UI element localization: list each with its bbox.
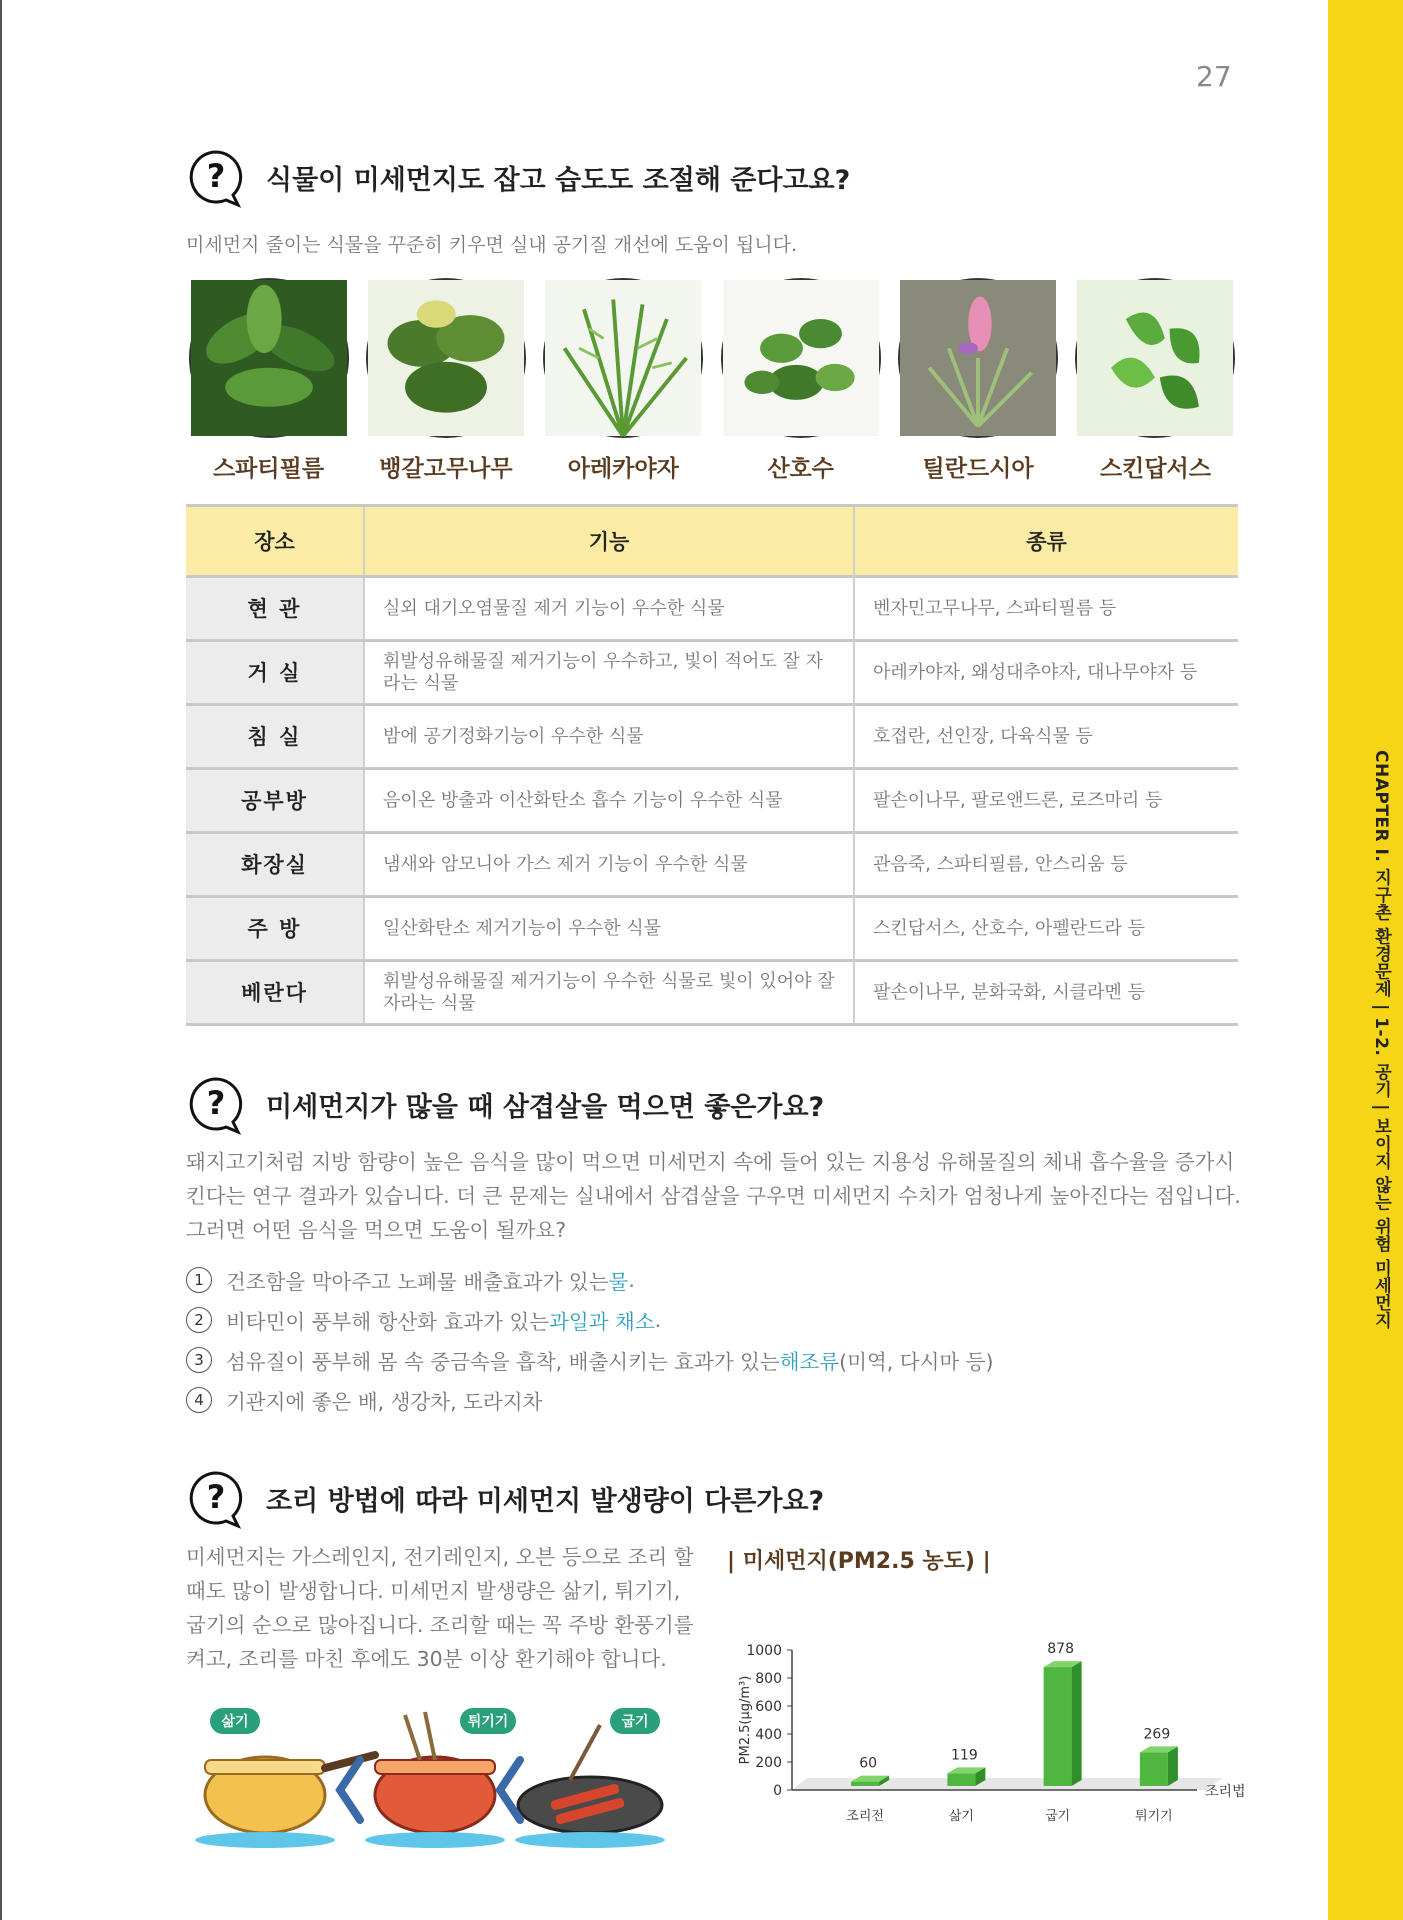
- table-header: 종류: [854, 506, 1238, 577]
- illus-label-fry: 튀기기: [467, 1714, 509, 1730]
- plant-name: 뱅갈고무나무: [379, 456, 513, 482]
- circled-number: 3: [186, 1347, 212, 1373]
- category-label: 튀기기: [1135, 1809, 1173, 1824]
- highlight-text: 물: [608, 1270, 629, 1294]
- plant-item: [1073, 278, 1238, 483]
- y-tick-label: 200: [755, 1755, 782, 1771]
- table-row: [186, 641, 1238, 705]
- x-axis-label: 조리법: [1205, 1784, 1246, 1800]
- table-cell-function: 실외 대기오염물질 제거 기능이 우수한 식물: [364, 577, 854, 641]
- table-row: [186, 961, 1238, 1025]
- table-cell-function: 휘발성유해물질 제거기능이 우수하고, 빛이 적어도 잘 자라는 식물: [364, 641, 854, 705]
- plant-name: 스킨답서스: [1099, 456, 1211, 482]
- list-item-text: 섬유질이 풍부해 몸 속 중금속을 흡착, 배출시키는 효과가 있는: [226, 1350, 780, 1374]
- table-cell-place: 공부방: [186, 769, 364, 833]
- table-cell-kinds: 호접란, 선인장, 다육식물 등: [854, 705, 1238, 769]
- y-tick-label: 600: [755, 1699, 782, 1715]
- category-label: 굽기: [1045, 1809, 1071, 1824]
- list-item-text: 건조함을 막아주고 노폐물 배출효과가 있는: [226, 1270, 609, 1294]
- illus-label-boil: 삶기: [221, 1714, 249, 1730]
- plant-name: 아레카야자: [567, 456, 679, 482]
- section3-title: 조리 방법에 따라 미세먼지 발생량이 다른가요?: [266, 1485, 825, 1517]
- table-cell-function: 음이온 방출과 이산화탄소 흡수 기능이 우수한 식물: [364, 769, 854, 833]
- plant-photo: [898, 278, 1058, 438]
- table-cell-function: 냄새와 암모니아 가스 제거 기능이 우수한 식물: [364, 833, 854, 897]
- bar: [851, 1782, 879, 1786]
- circled-number: 1: [186, 1267, 212, 1293]
- page-number: 27: [1196, 60, 1232, 93]
- bar: [1044, 1667, 1072, 1786]
- list-item-suffix: .: [654, 1308, 662, 1332]
- bar-value-label: 60: [859, 1755, 878, 1772]
- list-item-suffix: (미역, 다시마 등): [839, 1350, 994, 1374]
- left-border-line: [0, 0, 2, 1920]
- section2-heading: [186, 1074, 824, 1134]
- section2-paragraph: 돼지고기처럼 지방 함량이 높은 음식을 많이 먹으면 미세먼지 속에 들어 있는 지용성 유해물질의 체내 흡수율을 증가시킨다는 연구 결과가 있습니다. 더 큰 문제는 실내에서 삼겹살을 구우면 미세먼지 수치가 엄청나게 높아진다는 점입니다. 그러면 어떤 음식을 먹으면 도움이 될까요?: [186, 1150, 1241, 1242]
- plant-item: [718, 278, 883, 483]
- table-row: [186, 769, 1238, 833]
- table-cell-kinds: 스킨답서스, 산호수, 아펠란드라 등: [854, 897, 1238, 961]
- food-list: [186, 1260, 994, 1420]
- chart-svg: [727, 1630, 1246, 1846]
- table-cell-function: 일산화탄소 제거기능이 우수한 식물: [364, 897, 854, 961]
- circled-number: 2: [186, 1307, 212, 1333]
- plant-photo: [721, 278, 881, 438]
- table-cell-kinds: 벤자민고무나무, 스파티필름 등: [854, 577, 1238, 641]
- question-bubble-icon: [186, 1468, 246, 1528]
- highlight-text: 과일과 채소: [549, 1310, 655, 1334]
- table-cell-kinds: 팔손이나무, 분화국화, 시클라멘 등: [854, 961, 1238, 1025]
- table-cell-kinds: 아레카야자, 왜성대추야자, 대나무야자 등: [854, 641, 1238, 705]
- table-row: [186, 833, 1238, 897]
- table-row: [186, 897, 1238, 961]
- plant-photo: [543, 278, 703, 438]
- circled-number: 4: [186, 1387, 212, 1413]
- list-item: [186, 1260, 994, 1300]
- plant-item: [186, 278, 351, 483]
- table-cell-place: 화장실: [186, 833, 364, 897]
- table-row: [186, 705, 1238, 769]
- question-bubble-icon: [186, 147, 246, 207]
- section3-heading: [186, 1468, 824, 1528]
- plant-photo: [1075, 278, 1235, 438]
- svg-text:?: ?: [206, 1478, 226, 1516]
- y-tick-label: 800: [755, 1671, 782, 1687]
- plant-name: 산호수: [767, 456, 834, 482]
- section1-lead: 미세먼지 줄이는 식물을 꾸준히 키우면 실내 공기질 개선에 도움이 됩니다.: [186, 234, 798, 256]
- table-cell-place: 거 실: [186, 641, 364, 705]
- plant-name: 틸란드시아: [922, 456, 1034, 482]
- highlight-text: 해조류: [779, 1350, 840, 1374]
- plant-photo: [366, 278, 526, 438]
- y-axis-label: PM2.5(μg/m³): [738, 1675, 753, 1765]
- bar-value-label: 269: [1143, 1726, 1171, 1743]
- bar-value-label: 878: [1047, 1641, 1074, 1658]
- table-row: [186, 577, 1238, 641]
- section1-title: 식물이 미세먼지도 잡고 습도도 조절해 준다고요?: [266, 164, 851, 196]
- table-cell-place: 베란다: [186, 961, 364, 1025]
- table-header-row: [186, 506, 1238, 577]
- y-tick-label: 1000: [746, 1643, 782, 1659]
- svg-text:?: ?: [206, 157, 226, 195]
- table-cell-place: 주 방: [186, 897, 364, 961]
- chart-heading: | 미세먼지(PM2.5 농도) |: [727, 1549, 991, 1574]
- plant-name: 스파티필름: [212, 456, 325, 482]
- section2-title: 미세먼지가 많을 때 삼겹살을 먹으면 좋은가요?: [266, 1091, 825, 1123]
- table-cell-place: 침 실: [186, 705, 364, 769]
- plant-gallery: [186, 278, 1238, 483]
- table-header: 장소: [186, 506, 364, 577]
- y-tick-label: 400: [755, 1727, 782, 1743]
- list-item-text: 비타민이 풍부해 항산화 효과가 있는: [226, 1310, 550, 1334]
- bar-value-label: 119: [951, 1747, 978, 1764]
- section1-heading: [186, 147, 850, 207]
- svg-text:?: ?: [206, 1084, 226, 1122]
- table-cell-function: 휘발성유해물질 제거기능이 우수한 식물로 빛이 있어야 잘 자라는 식물: [364, 961, 854, 1025]
- category-label: 삶기: [948, 1809, 974, 1824]
- plant-item: [363, 278, 528, 483]
- grill-pan-icon: [515, 1725, 665, 1848]
- plant-photo: [189, 278, 349, 438]
- table-cell-kinds: 팔손이나무, 팔로앤드론, 로즈마리 등: [854, 769, 1238, 833]
- list-item: [186, 1300, 994, 1340]
- plant-location-table: [186, 504, 1238, 1026]
- y-tick-label: 0: [773, 1783, 782, 1799]
- list-item-text: 기관지에 좋은 배, 생강차, 도라지차: [226, 1390, 543, 1414]
- chapter-side-text: CHAPTER I. 지구촌 환경문제 | 1-2. 공기 | 보이지 않는 위험 미세먼지: [1371, 750, 1391, 1330]
- illus-label-grill: 굽기: [621, 1714, 649, 1730]
- list-item-suffix: .: [628, 1268, 635, 1292]
- table-cell-function: 밤에 공기정화기능이 우수한 식물: [364, 705, 854, 769]
- question-bubble-icon: [186, 1074, 246, 1134]
- cooking-illustration: [190, 1700, 680, 1850]
- bar: [1140, 1752, 1168, 1786]
- plant-item: [896, 278, 1061, 483]
- list-item: [186, 1380, 994, 1420]
- bar: [947, 1773, 975, 1786]
- table-cell-kinds: 관음죽, 스파티필름, 안스리움 등: [854, 833, 1238, 897]
- list-item: [186, 1340, 994, 1380]
- table-header: 기능: [364, 506, 854, 577]
- bar-side: [1072, 1661, 1082, 1786]
- category-label: 조리전: [846, 1809, 884, 1824]
- plant-item: [541, 278, 706, 483]
- bar-side: [1168, 1746, 1178, 1786]
- section3-paragraph: 미세먼지는 가스레인지, 전기레인지, 오븐 등으로 조리 할 때도 많이 발생합니다. 미세먼지 발생량은 삶기, 튀기기, 굽기의 순으로 많아집니다. 조리할 때는 꼭 주방 환풍기를 켜고, 조리를 마친 후에도 30분 이상 환기해야 합니다.: [186, 1545, 694, 1671]
- table-cell-place: 현 관: [186, 577, 364, 641]
- pm25-chart: [727, 1630, 1246, 1846]
